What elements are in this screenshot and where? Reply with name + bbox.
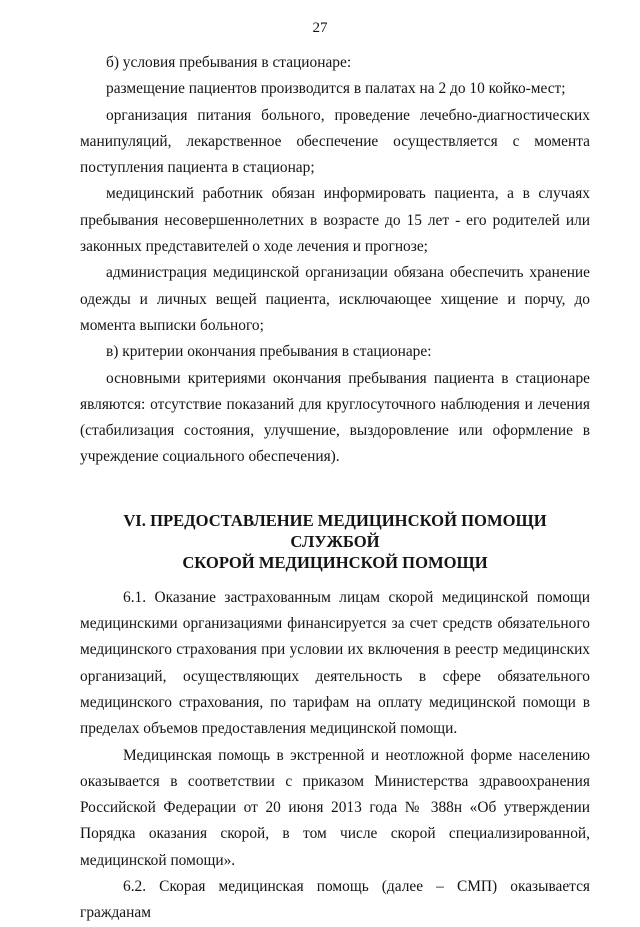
- paragraph-discharge-criteria-heading: в) критерии окончания пребывания в стационаре:: [106, 343, 432, 361]
- paragraph-6-2: 6.2. Скорая медицинская помощь (далее – СМП) оказывается гражданам: [80, 878, 590, 922]
- document-body: [80, 50, 590, 927]
- page-number: 27: [312, 20, 328, 36]
- paragraph-inform-patient: медицинский работник обязан информировать пациента, а в случаях пребывания несовершеннолетних в возрасте до 15 лет - его родителей или законных представителей о ходе лечения и прогнозе;: [80, 185, 590, 256]
- paragraph-6-1: 6.1. Оказание застрахованным лицам скорой медицинской помощи медицинскими организациями финансируется за счет средств обязательного медицинского страхования при условии их включения в реестр медицинских организаций, осуществляющих деятельность в сфере обязательного медицинского страхования, по тарифам на оплату медицинской помощи в пределах объемов предоставления медицинской помощи.: [80, 588, 590, 738]
- paragraph-discharge-criteria: основными критериями окончания пребывания пациента в стационаре являются: отсутствие показаний для круглосуточного наблюдения и лечения (стабилизация состояния, улучшение, выздоровление или оформление в учреждение социального обеспечения).: [80, 369, 590, 466]
- paragraph-emergency-order: Медицинская помощь в экстренной и неотложной форме населению оказывается в соответствии с приказом Министерства здравоохранения Российской Федерации от 20 июня 2013 года № 388н «Об утверждении Порядка оказания скорой, в том числе скорой специализированной, медицинской помощи».: [80, 746, 590, 869]
- section-heading-line-1: VI. ПРЕДОСТАВЛЕНИЕ МЕДИЦИНСКОЙ ПОМОЩИ СЛУЖБОЙ: [123, 510, 547, 551]
- paragraph-conditions-heading: б) условия пребывания в стационаре:: [106, 54, 352, 71]
- paragraph-ward-placement: размещение пациентов производится в палатах на 2 до 10 койко-мест;: [106, 80, 566, 98]
- section-heading: [80, 510, 590, 573]
- section-heading-line-2: СКОРОЙ МЕДИЦИНСКОЙ ПОМОЩИ: [182, 552, 488, 572]
- paragraph-belongings-storage: администрация медицинской организации обязана обеспечить хранение одежды и личных вещей пациента, исключающее хищение и порчу, до момента выписки больного;: [80, 264, 590, 334]
- paragraph-nutrition-provision: организация питания больного, проведение лечебно-диагностических манипуляций, лекарственное обеспечение осуществляется с момента поступления пациента в стационар;: [80, 106, 590, 177]
